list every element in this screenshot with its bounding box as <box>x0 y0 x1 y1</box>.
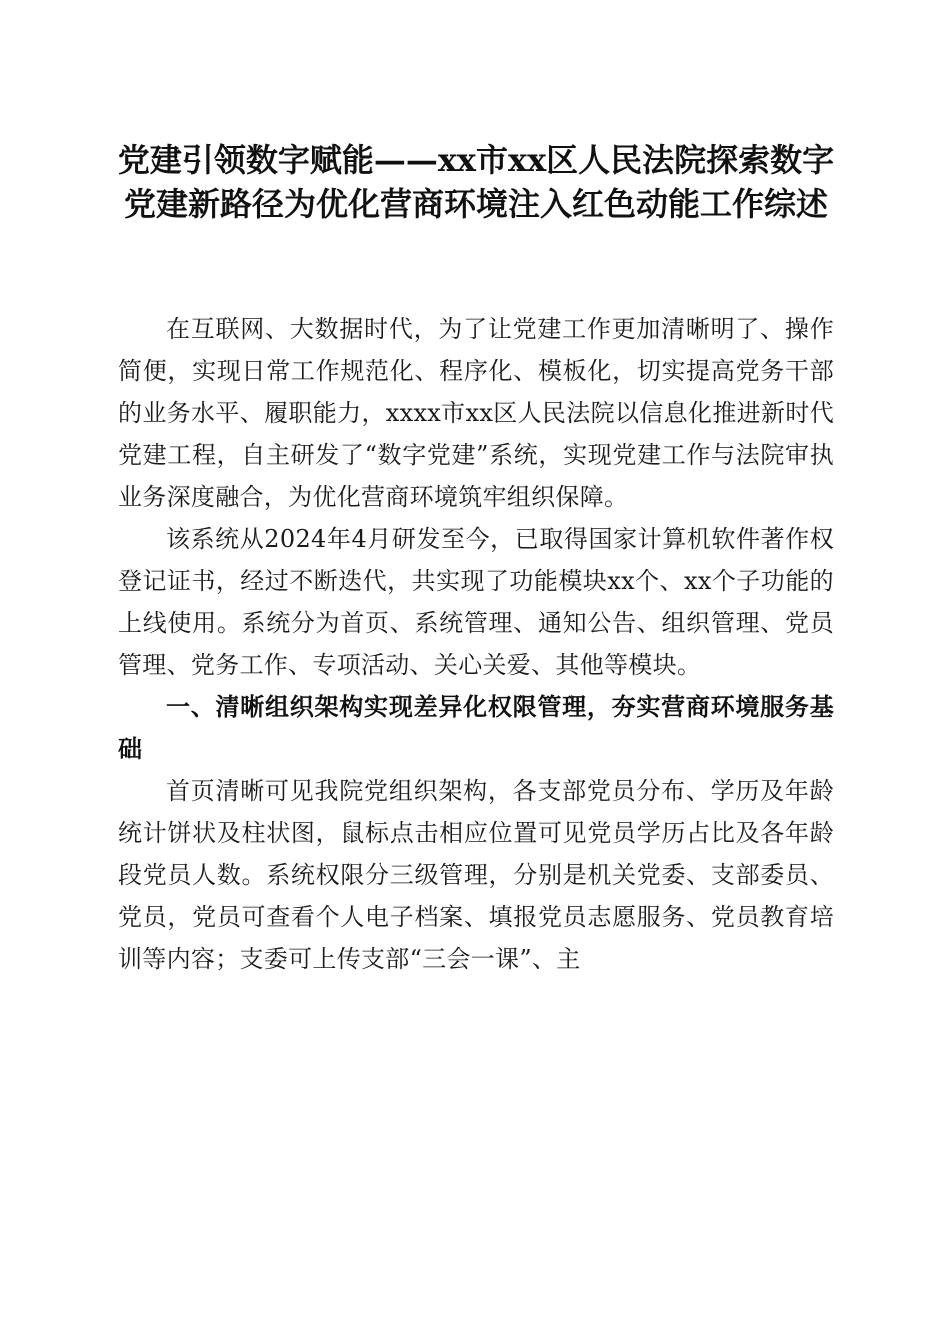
paragraph-system-overview: 该系统从2024年4月研发至今，已取得国家计算机软件著作权登记证书，经过不断迭代，共实现了功能模块xx个、xx个子功能的上线使用。系统分为首页、系统管理、通知公告、组织管理、党员管理、党务工作、专项活动、关心关爱、其他等模块。 <box>118 525 834 679</box>
document-title: 党建引领数字赋能——xx市xx区人民法院探索数字党建新路径为优化营商环境注入红色动能工作综述 <box>117 141 835 223</box>
section-heading-1: 一、清晰组织架构实现差异化权限管理，夯实营商环境服务基础 <box>118 693 834 763</box>
document-page <box>118 138 834 980</box>
paragraph-intro: 在互联网、大数据时代，为了让党建工作更加清晰明了、操作简便，实现日常工作规范化、程序化、模板化，切实提高党务干部的业务水平、履职能力，xxxx市xx区人民法院以信息化推进新时代党建工程，自主研发了“数字党建”系统，实现党建工作与法院审执业务深度融合，为优化营商环境筑牢组织保障。 <box>118 315 834 511</box>
document-body <box>118 308 834 980</box>
paragraph-section-1: 首页清晰可见我院党组织架构，各支部党员分布、学历及年龄统计饼状及柱状图，鼠标点击相应位置可见党员学历占比及各年龄段党员人数。系统权限分三级管理，分别是机关党委、支部委员、党员，党员可查看个人电子档案、填报党员志愿服务、党员教育培训等内容；支委可上传支部“三会一课”、主 <box>118 777 834 973</box>
